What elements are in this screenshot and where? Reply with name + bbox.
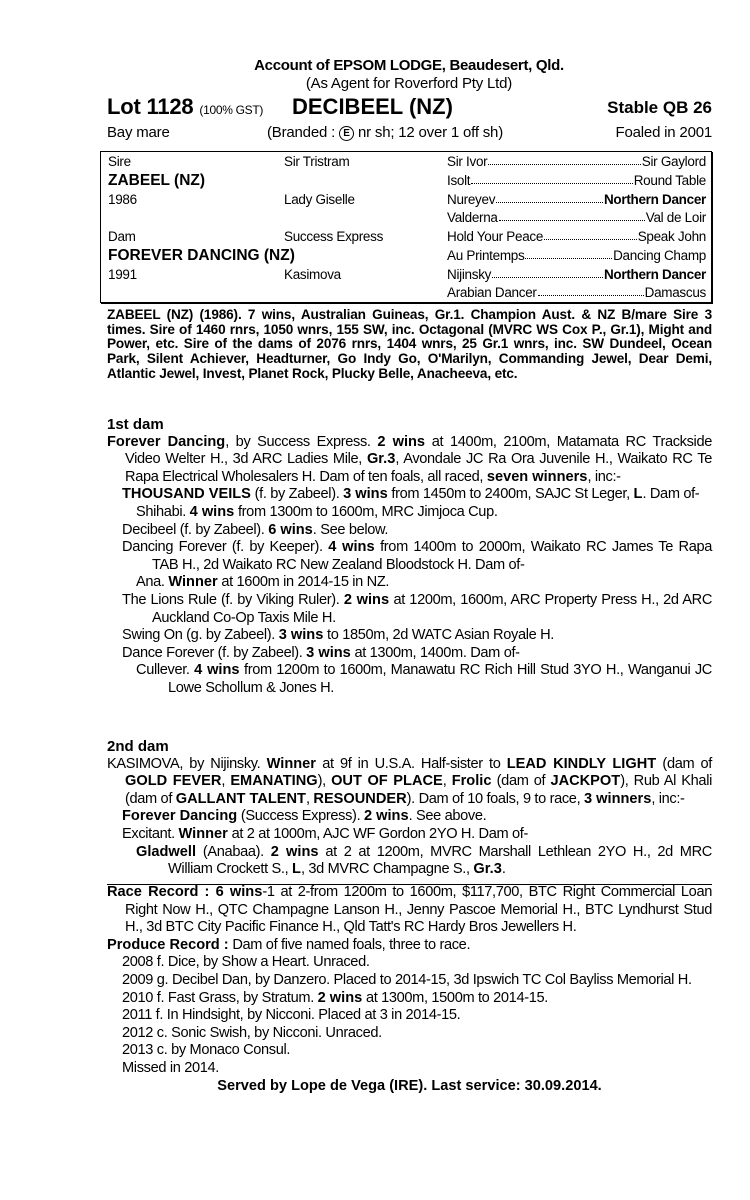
bold-text-run: Winner	[178, 825, 228, 842]
bold-text-run: RESOUNDER	[313, 790, 407, 807]
text-run: Dance Forever (f. by Zabeel).	[122, 644, 307, 661]
bold-text-run: L	[633, 486, 643, 503]
grand-progeny-entry	[107, 574, 712, 592]
text-run: Cullever.	[136, 662, 195, 679]
service-note: Served by Lope de Vega (IRE). Last service: 30.09.2014.	[217, 1077, 602, 1094]
produce-foal	[107, 1060, 712, 1078]
bold-text-run: 2 wins	[343, 591, 390, 608]
third-gen-right: Northern Dancer	[603, 267, 706, 282]
third-gen-left: Valderna	[447, 210, 498, 225]
grand-progeny-entry	[107, 662, 712, 697]
sire-year: 1986	[108, 192, 137, 207]
bold-text-run: 3 wins	[306, 644, 351, 661]
bold-text-run: 4 wins	[328, 539, 375, 556]
bold-text-run: 3 winners	[584, 790, 652, 807]
bold-text-run: 3 wins	[343, 486, 388, 503]
progeny-entry	[107, 486, 712, 504]
text-run: Swing On (g. by Zabeel).	[122, 627, 279, 644]
first-dam-heading: 1st dam	[107, 416, 164, 433]
bold-text-run: 2 wins	[377, 433, 426, 450]
text-run: ,	[305, 790, 314, 807]
text-run: Decibeel (f. by Zabeel).	[122, 521, 269, 538]
records-section	[107, 884, 712, 1095]
race-record	[107, 884, 712, 937]
text-run: from 1450m to 2400m, SAJC St Leger,	[387, 486, 634, 503]
text-run: ), Rub Al Khali (dam of	[125, 773, 712, 807]
produce-foal	[107, 954, 712, 972]
produce-foal	[107, 1025, 712, 1043]
second-dam-section	[107, 738, 712, 879]
text-run: at 2 at 1000m, AJC WF Gordon 2YO H. Dam of-	[227, 825, 528, 842]
text-run: at 1400m, 2100m, Matamata RC Trackside Video Welter H., 3d ARC Ladies Mile,	[125, 433, 712, 468]
bold-text-run: 4 wins	[189, 503, 235, 520]
grand-progeny-entry	[107, 504, 712, 522]
text-run: . Dam of-	[642, 486, 700, 503]
text-run: 2010 f. Fast Grass, by Stratum.	[122, 989, 318, 1006]
third-gen-right: Sir Gaylord	[641, 154, 706, 169]
produce-record-intro	[107, 937, 712, 955]
text-run: (dam of	[656, 755, 713, 772]
third-gen-right: Damascus	[644, 285, 706, 300]
text-run: from 1400m to 2000m, Waikato RC James Te Rapa TAB H., 2d Waikato RC New Zealand Bloodstock H. Dam of-	[152, 539, 712, 573]
bold-text-run: 2 wins	[270, 843, 319, 860]
third-gen	[447, 154, 706, 169]
text-run: . See above.	[408, 808, 487, 825]
dam-entry	[107, 434, 712, 487]
produce-foal	[107, 1042, 712, 1060]
third-gen	[447, 210, 706, 225]
gst-note: (100% GST)	[199, 103, 264, 117]
dam-name: FOREVER DANCING (NZ)	[108, 247, 295, 264]
text-run: , 3d MVRC Champagne S.,	[300, 861, 474, 878]
bold-text-run: LEAD KINDLY LIGHT	[506, 755, 657, 772]
brand-symbol-icon: E	[339, 126, 354, 141]
foaled-year: Foaled in 2001	[615, 124, 712, 141]
third-gen-left: Arabian Dancer	[447, 285, 537, 300]
third-gen-right: Northern Dancer	[603, 192, 706, 207]
text-run: (Anabaa).	[196, 843, 271, 860]
third-gen-left: Isolt	[447, 173, 471, 188]
bold-text-run: GALLANT TALENT	[175, 790, 306, 807]
bold-text-run: OUT OF PLACE	[331, 773, 443, 790]
text-run: , inc:-	[587, 468, 621, 485]
text-run: . See below.	[312, 521, 389, 538]
dot-leader	[496, 192, 603, 203]
text-run: from 1200m to 1600m, Manawatu RC Rich Hill Stud 3YO H., Wanganui JC Lowe Schollum & Jones H.	[168, 662, 712, 696]
third-gen-left: Hold Your Peace	[447, 229, 544, 244]
dot-leader	[499, 210, 645, 221]
third-gen	[447, 192, 706, 207]
text-run: ,	[221, 773, 231, 790]
pedigree-row	[101, 227, 711, 246]
third-gen-right: Val de Loir	[645, 210, 706, 225]
third-gen	[447, 173, 706, 188]
text-run: Dancing Forever (f. by Keeper).	[122, 539, 329, 556]
bold-text-run: GOLD FEVER	[125, 773, 222, 790]
progeny-entry	[107, 808, 712, 826]
text-run: Dam of five named foals, three to race.	[228, 936, 471, 953]
text-run: at 1600m in 2014-15 in NZ.	[217, 574, 390, 591]
pedigree-row	[101, 208, 711, 227]
third-gen	[447, 267, 706, 282]
dot-leader	[471, 173, 632, 184]
dam-dam: Kasimova	[284, 267, 341, 282]
bold-text-run: Race Record : 6 wins	[107, 884, 263, 900]
bold-text-run: EMANATING	[230, 773, 318, 790]
text-run: 2013 c. by Monaco Consul.	[122, 1042, 291, 1059]
bold-text-run: Winner	[266, 755, 316, 772]
dot-leader	[538, 285, 644, 296]
bold-text-run: Winner	[168, 574, 218, 591]
produce-foal	[107, 990, 712, 1008]
text-run: (Success Express).	[237, 808, 364, 825]
text-run: Excitant.	[122, 825, 179, 842]
text-run: Missed in 2014.	[122, 1059, 219, 1076]
text-run: to 1850m, 2d WATC Asian Royale H.	[323, 627, 554, 644]
pedigree-row	[101, 246, 711, 265]
text-run: -1 at 2-from 1200m to 1600m, $117,700, BTC Right Commercial Loan Right Now H., QTC Champagne Lanson H., Jenny Pascoe Memorial H., BTC Lyndhurst Stud H., 3d BTC City Pacific Finance H., Qld Tatt's RC Hardy Bros Jewellers H.	[125, 884, 712, 936]
stable-location: Stable QB 26	[607, 98, 712, 117]
text-run: at 2 at 1200m, MVRC Marshall Lethlean 2YO H., 2d MRC William Crockett S.,	[168, 843, 712, 878]
bold-text-run: Forever Dancing	[122, 808, 238, 825]
third-gen-left: Nureyev	[447, 192, 496, 207]
bold-text-run: THOUSAND VEILS	[122, 486, 251, 503]
text-run: .	[501, 861, 506, 878]
text-run: Shihabi.	[136, 503, 190, 520]
pedigree-row	[101, 265, 711, 284]
text-run: (f. by Zabeel).	[250, 486, 344, 503]
progeny-entry	[107, 522, 712, 540]
dot-leader	[492, 267, 603, 278]
text-run: at 1200m, 1600m, ARC Property Press H., 2d ARC Auckland Co-Op Taxis Mile H.	[152, 591, 713, 626]
sire-label: Sire	[108, 154, 131, 169]
third-gen	[447, 248, 706, 263]
text-run: from 1300m to 1600m, MRC Jimjoca Cup.	[234, 503, 498, 520]
text-run: at 9f in U.S.A. Half-sister to	[315, 755, 507, 772]
bold-text-run: Frolic	[451, 773, 492, 790]
third-gen-right: Dancing Champ	[613, 248, 706, 263]
text-run: KASIMOVA, by Nijinsky.	[107, 755, 267, 772]
second-dam-heading: 2nd dam	[107, 738, 169, 755]
bold-text-run: Gr.3	[473, 861, 502, 878]
text-run: The Lions Rule (f. by Viking Ruler).	[122, 591, 344, 608]
progeny-entry	[107, 627, 712, 645]
sire-name: ZABEEL (NZ)	[108, 172, 206, 189]
dam-sire: Success Express	[284, 229, 384, 244]
sire-summary: ZABEEL (NZ) (1986). 7 wins, Australian Guineas, Gr.1. Champion Aust. & NZ B/mare Sire 3 times. Sire of 1460 rnrs, 1050 wnrs, 155 SW, inc. Octagonal (MVRC WS Cox P., Gr.1), Might and Power, etc. Sire of the dams of 2076 rnrs, 1404 wnrs, 25 Gr.1 wnrs, inc. SW Dundeel, Ocean Park, Silent Achiever, Headturner, Go Indy Go, O'Marilyn, Commanding Jewel, Dear Demi, Atlantic Jewel, Invest, Planet Rock, Plucky Belle, Anacheeva, etc.	[107, 307, 712, 381]
text-run: Ana.	[136, 574, 169, 591]
text-run: at 1300m, 1400m. Dam of-	[350, 644, 520, 661]
text-run: (dam of	[491, 773, 551, 790]
bold-text-run: Produce Record :	[107, 936, 229, 953]
third-gen-left: Au Printemps	[447, 248, 525, 263]
sire-dam: Lady Giselle	[284, 192, 355, 207]
horse-details	[107, 124, 712, 144]
vendor-account: Account of EPSOM LODGE, Beaudesert, Qld.	[254, 57, 564, 74]
grand-progeny-entry	[107, 844, 712, 879]
bold-text-run: seven winners	[486, 468, 588, 485]
text-run: ),	[317, 773, 332, 790]
third-gen-right: Round Table	[633, 173, 706, 188]
brand-suffix: nr sh; 12 over 1 off sh)	[357, 124, 503, 141]
text-run: 2012 c. Sonic Swish, by Nicconi. Unraced.	[122, 1024, 382, 1041]
vendor-agent: (As Agent for Roverford Pty Ltd)	[305, 75, 513, 92]
pedigree-row	[101, 283, 711, 302]
third-gen	[447, 229, 706, 244]
sire-sire: Sir Tristram	[284, 154, 350, 169]
text-run: ,	[442, 773, 452, 790]
brand-prefix: (Branded :	[267, 124, 336, 141]
bold-text-run: JACKPOT	[550, 773, 621, 790]
progeny-entry	[107, 645, 712, 663]
bold-text-run: 2 wins	[363, 808, 409, 825]
third-gen-left: Nijinsky	[447, 267, 492, 282]
third-gen-left: Sir Ivor	[447, 154, 488, 169]
progeny-entry	[107, 592, 712, 627]
text-run: , inc:-	[651, 790, 685, 807]
bold-text-run: Gr.3	[366, 451, 396, 468]
first-dam-section	[107, 416, 712, 698]
lot-number	[107, 94, 263, 120]
bold-text-run: 3 wins	[278, 627, 324, 644]
dam-year: 1991	[108, 267, 137, 282]
progeny-entry	[107, 539, 712, 574]
bold-text-run: 6 wins	[268, 521, 313, 538]
pedigree-row	[101, 190, 711, 209]
lot-label: Lot 1128	[107, 94, 194, 119]
text-run: , Avondale JC Ra Ora Juvenile H., Waikato RC Te Rapa Electrical Wholesalers H. Dam of ten foals, all raced,	[125, 451, 712, 485]
bold-text-run: Forever Dancing	[107, 433, 226, 450]
text-run: 2009 g. Decibel Dan, by Danzero. Placed to 2014-15, 3d Ipswich TC Col Bayliss Memorial H.	[122, 971, 692, 988]
dot-leader	[488, 154, 640, 165]
third-gen	[447, 285, 706, 300]
pedigree-table	[100, 151, 712, 303]
bold-text-run: Gladwell	[136, 843, 197, 860]
text-run: 2008 f. Dice, by Show a Heart. Unraced.	[122, 954, 370, 971]
bold-text-run: 4 wins	[194, 662, 240, 679]
text-run: 2011 f. In Hindsight, by Nicconi. Placed at 3 in 2014-15.	[122, 1007, 461, 1024]
dam-label: Dam	[108, 229, 136, 244]
progeny-entry	[107, 826, 712, 844]
dot-leader	[544, 229, 637, 240]
colour-sex: Bay mare	[107, 124, 170, 141]
brand-description	[267, 124, 503, 141]
pedigree-row	[101, 152, 711, 171]
produce-foal	[107, 1007, 712, 1025]
text-run: at 1300m, 1500m to 2014-15.	[362, 989, 548, 1006]
dam-entry	[107, 756, 712, 809]
lot-header	[107, 94, 712, 120]
produce-foal	[107, 972, 712, 990]
text-run: , by Success Express.	[225, 433, 378, 450]
bold-text-run: L	[292, 861, 301, 878]
text-run: ). Dam of 10 foals, 9 to race,	[406, 790, 584, 807]
third-gen-right: Speak John	[637, 229, 706, 244]
bold-text-run: 2 wins	[317, 989, 363, 1006]
pedigree-row	[101, 171, 711, 190]
horse-name: DECIBEEL (NZ)	[292, 94, 453, 119]
dot-leader	[525, 248, 612, 259]
